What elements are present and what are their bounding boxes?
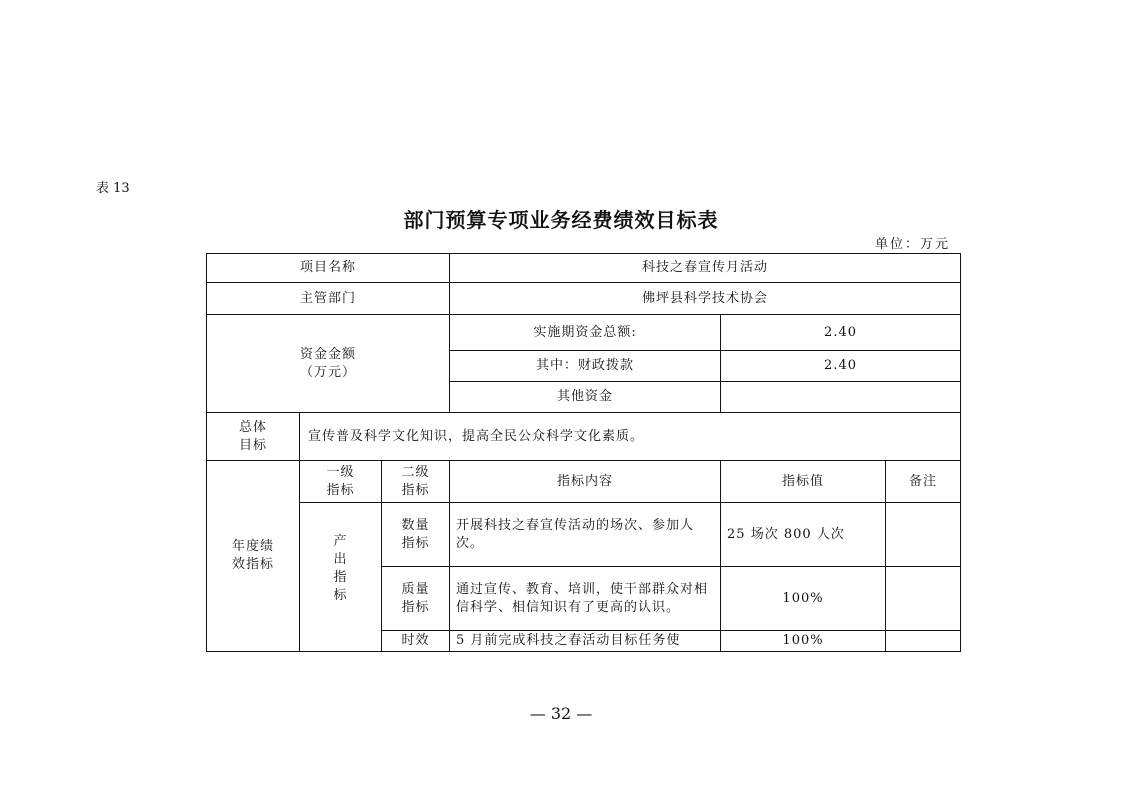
overall-goal-label xyxy=(207,413,300,461)
output-indicator-char: 标 xyxy=(333,588,348,603)
fund-amount-label-line2: （万元） xyxy=(300,364,357,380)
overall-goal-label-line1: 总体 xyxy=(238,419,267,435)
col-header-level2-line2: 指标 xyxy=(401,482,430,498)
output-indicator-char: 指 xyxy=(333,570,348,585)
table-row xyxy=(207,503,961,567)
quantity-indicator-value: 25 场次 800 人次 xyxy=(721,503,886,567)
timeliness-indicator-label: 时效 xyxy=(382,631,450,652)
col-header-value: 指标值 xyxy=(721,461,886,503)
unit-note: 单位：万元 xyxy=(874,237,950,252)
quality-indicator-remark xyxy=(886,567,961,631)
total-fund-value: 2.40 xyxy=(721,315,961,351)
overall-goal-text: 宣传普及科学文化知识，提高全民公众科学文化素质。 xyxy=(300,413,961,461)
quality-indicator-label-line2: 指标 xyxy=(401,599,430,615)
timeliness-indicator-remark xyxy=(886,631,961,652)
project-name-label: 项目名称 xyxy=(207,254,450,283)
quality-indicator-label xyxy=(382,567,450,631)
timeliness-indicator-content: 5 月前完成科技之春活动目标任务使 xyxy=(450,631,721,652)
table-row xyxy=(207,315,961,351)
table-row xyxy=(207,461,961,503)
quality-indicator-content: 通过宣传、教育、培训，使干部群众对相信科学、相信知识有了更高的认识。 xyxy=(450,567,721,631)
output-indicator-char: 出 xyxy=(333,552,348,567)
output-indicator-char: 产 xyxy=(333,534,348,549)
project-name-value: 科技之春宣传月活动 xyxy=(450,254,961,283)
quantity-indicator-content: 开展科技之春宣传活动的场次、参加人次。 xyxy=(450,503,721,567)
fund-amount-label xyxy=(207,315,450,413)
document-title: 部门预算专项业务经费绩效目标表 xyxy=(403,208,719,232)
performance-target-table xyxy=(206,253,961,652)
quantity-indicator-label xyxy=(382,503,450,567)
col-header-level1-line1: 一级 xyxy=(326,464,355,480)
total-fund-label: 实施期资金总额: xyxy=(450,315,721,351)
annual-indicator-label-line2: 效指标 xyxy=(231,557,274,572)
timeliness-indicator-value: 100% xyxy=(721,631,886,652)
col-header-content: 指标内容 xyxy=(450,461,721,503)
quantity-indicator-label-line2: 指标 xyxy=(401,535,430,551)
col-header-remark: 备注 xyxy=(886,461,961,503)
overall-goal-label-line2: 目标 xyxy=(238,437,267,453)
col-header-level2 xyxy=(382,461,450,503)
table-row xyxy=(207,254,961,283)
quantity-indicator-label-line1: 数量 xyxy=(401,517,430,533)
col-header-level2-line1: 二级 xyxy=(401,464,430,480)
fund-amount-label-line1: 资金金额 xyxy=(300,346,357,362)
fiscal-fund-value: 2.40 xyxy=(721,351,961,382)
table-row xyxy=(207,283,961,315)
col-header-level1 xyxy=(300,461,382,503)
annual-indicator-label xyxy=(207,461,300,652)
annual-indicator-label-line1: 年度绩 xyxy=(231,539,274,554)
other-fund-label: 其他资金 xyxy=(450,382,721,413)
department-value: 佛坪县科学技术协会 xyxy=(450,283,961,315)
fiscal-fund-label: 其中：财政拨款 xyxy=(450,351,721,382)
table-row xyxy=(207,413,961,461)
table-number-label: 表 13 xyxy=(96,181,130,196)
quality-indicator-label-line1: 质量 xyxy=(401,581,430,597)
other-fund-value xyxy=(721,382,961,413)
quality-indicator-value: 100% xyxy=(721,567,886,631)
output-indicator-label xyxy=(300,503,382,652)
department-label: 主管部门 xyxy=(207,283,450,315)
page-number: — 32 — xyxy=(529,704,593,723)
col-header-level1-line2: 指标 xyxy=(326,482,355,498)
quantity-indicator-remark xyxy=(886,503,961,567)
